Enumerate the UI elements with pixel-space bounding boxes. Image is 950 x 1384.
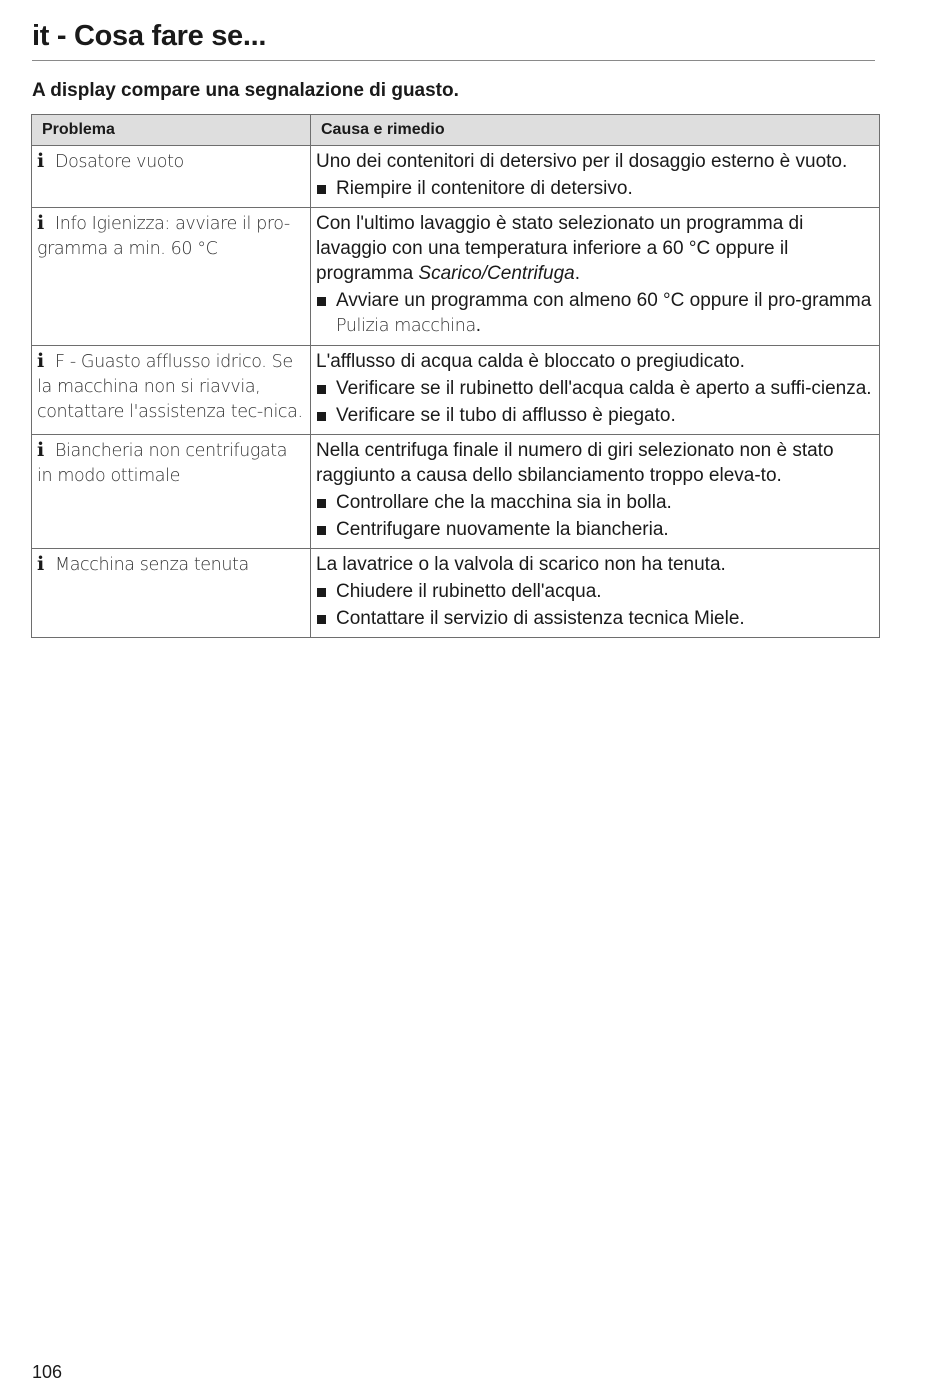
remedy-text-end: . (475, 315, 482, 336)
problem-cell (32, 146, 311, 208)
problem-text: Macchina senza tenuta (55, 555, 249, 575)
cause-text: L'afflusso di acqua calda è bloccato o pregiudicato. (316, 351, 745, 372)
table-row (32, 549, 880, 638)
page-title: it - Cosa fare se... (32, 20, 267, 52)
remedy-list (316, 376, 874, 428)
cause-text: La lavatrice o la valvola di scarico non ha tenuta. (316, 554, 726, 575)
remedy-text: Centrifugare nuovamente la biancheria. (336, 519, 669, 540)
program-name-italic: Scarico/Centrifuga (418, 263, 575, 284)
remedy-item (316, 490, 874, 515)
problem-cell (32, 435, 311, 549)
info-icon: i (37, 439, 44, 461)
remedy-item (316, 288, 874, 339)
cause-text: Uno dei contenitori di detersivo per il dosaggio esterno è vuoto. (316, 151, 848, 172)
bullet-square-icon (317, 615, 326, 624)
remedy-text: Verificare se il tubo di afflusso è piegato. (336, 405, 676, 426)
bullet-square-icon (317, 526, 326, 535)
remedy-text: Contattare il servizio di assistenza tecnica Miele. (336, 608, 745, 629)
table-row (32, 146, 880, 208)
info-icon: i (37, 350, 44, 372)
remedy-item (316, 176, 874, 201)
remedy-text: Avviare un programma con almeno 60 °C oppure il pro-gramma (336, 290, 872, 311)
table-row (32, 346, 880, 435)
problem-text: Biancheria non centrifugata in modo ottimale (37, 441, 288, 486)
cause-cell (311, 435, 880, 549)
remedy-text: Controllare che la macchina sia in bolla. (336, 492, 672, 513)
remedy-item (316, 403, 874, 428)
column-header-problem: Problema (32, 115, 311, 146)
cause-cell (311, 146, 880, 208)
page-number: 106 (32, 1362, 63, 1382)
problem-text: F - Guasto afflusso idrico. Se la macchina non si riavvia, contattare l'assistenza tec-nica. (37, 352, 303, 422)
problem-text: Info Igienizza: avviare il pro-gramma a min. 60 °C (37, 214, 290, 259)
remedy-item (316, 517, 874, 542)
remedy-list (316, 490, 874, 542)
info-icon: i (37, 553, 44, 575)
bullet-square-icon (317, 499, 326, 508)
problem-cell (32, 549, 311, 638)
cause-cell (311, 208, 880, 346)
remedy-item (316, 579, 874, 604)
bullet-square-icon (317, 588, 326, 597)
problem-cell (32, 208, 311, 346)
remedy-item (316, 606, 874, 631)
fault-table (31, 114, 880, 638)
table-header-row (32, 115, 880, 146)
remedy-text: Chiudere il rubinetto dell'acqua. (336, 581, 602, 602)
problem-cell (32, 346, 311, 435)
bullet-square-icon (317, 385, 326, 394)
remedy-list (316, 176, 874, 201)
cause-text-end: . (574, 263, 580, 284)
table-row (32, 435, 880, 549)
info-icon: i (37, 212, 44, 234)
problem-text: Dosatore vuoto (55, 152, 184, 172)
bullet-square-icon (317, 185, 326, 194)
cause-text (316, 211, 874, 286)
bullet-square-icon (317, 412, 326, 421)
column-header-cause: Causa e rimedio (311, 115, 880, 146)
cause-text: Nella centrifuga finale il numero di giri selezionato non è stato raggiunto a causa dello sbilanciamento troppo eleva-to. (316, 440, 834, 486)
table-row (32, 208, 880, 346)
remedy-text: Verificare se il rubinetto dell'acqua calda è aperto a suffi-cienza. (336, 378, 872, 399)
section-heading: A display compare una segnalazione di guasto. (32, 80, 459, 101)
cause-cell (311, 346, 880, 435)
bullet-square-icon (317, 297, 326, 306)
remedy-list (316, 579, 874, 631)
info-icon: i (37, 150, 44, 172)
title-divider (32, 60, 875, 61)
cause-text-part: Con l'ultimo lavaggio è stato selezionato un programma di lavaggio con una temperatura inferiore a 60 °C oppure il programma (316, 213, 804, 284)
display-program-name: Pulizia macchina (336, 316, 476, 336)
remedy-item (316, 376, 874, 401)
remedy-text: Riempire il contenitore di detersivo. (336, 178, 633, 199)
cause-cell (311, 549, 880, 638)
remedy-list (316, 288, 874, 339)
